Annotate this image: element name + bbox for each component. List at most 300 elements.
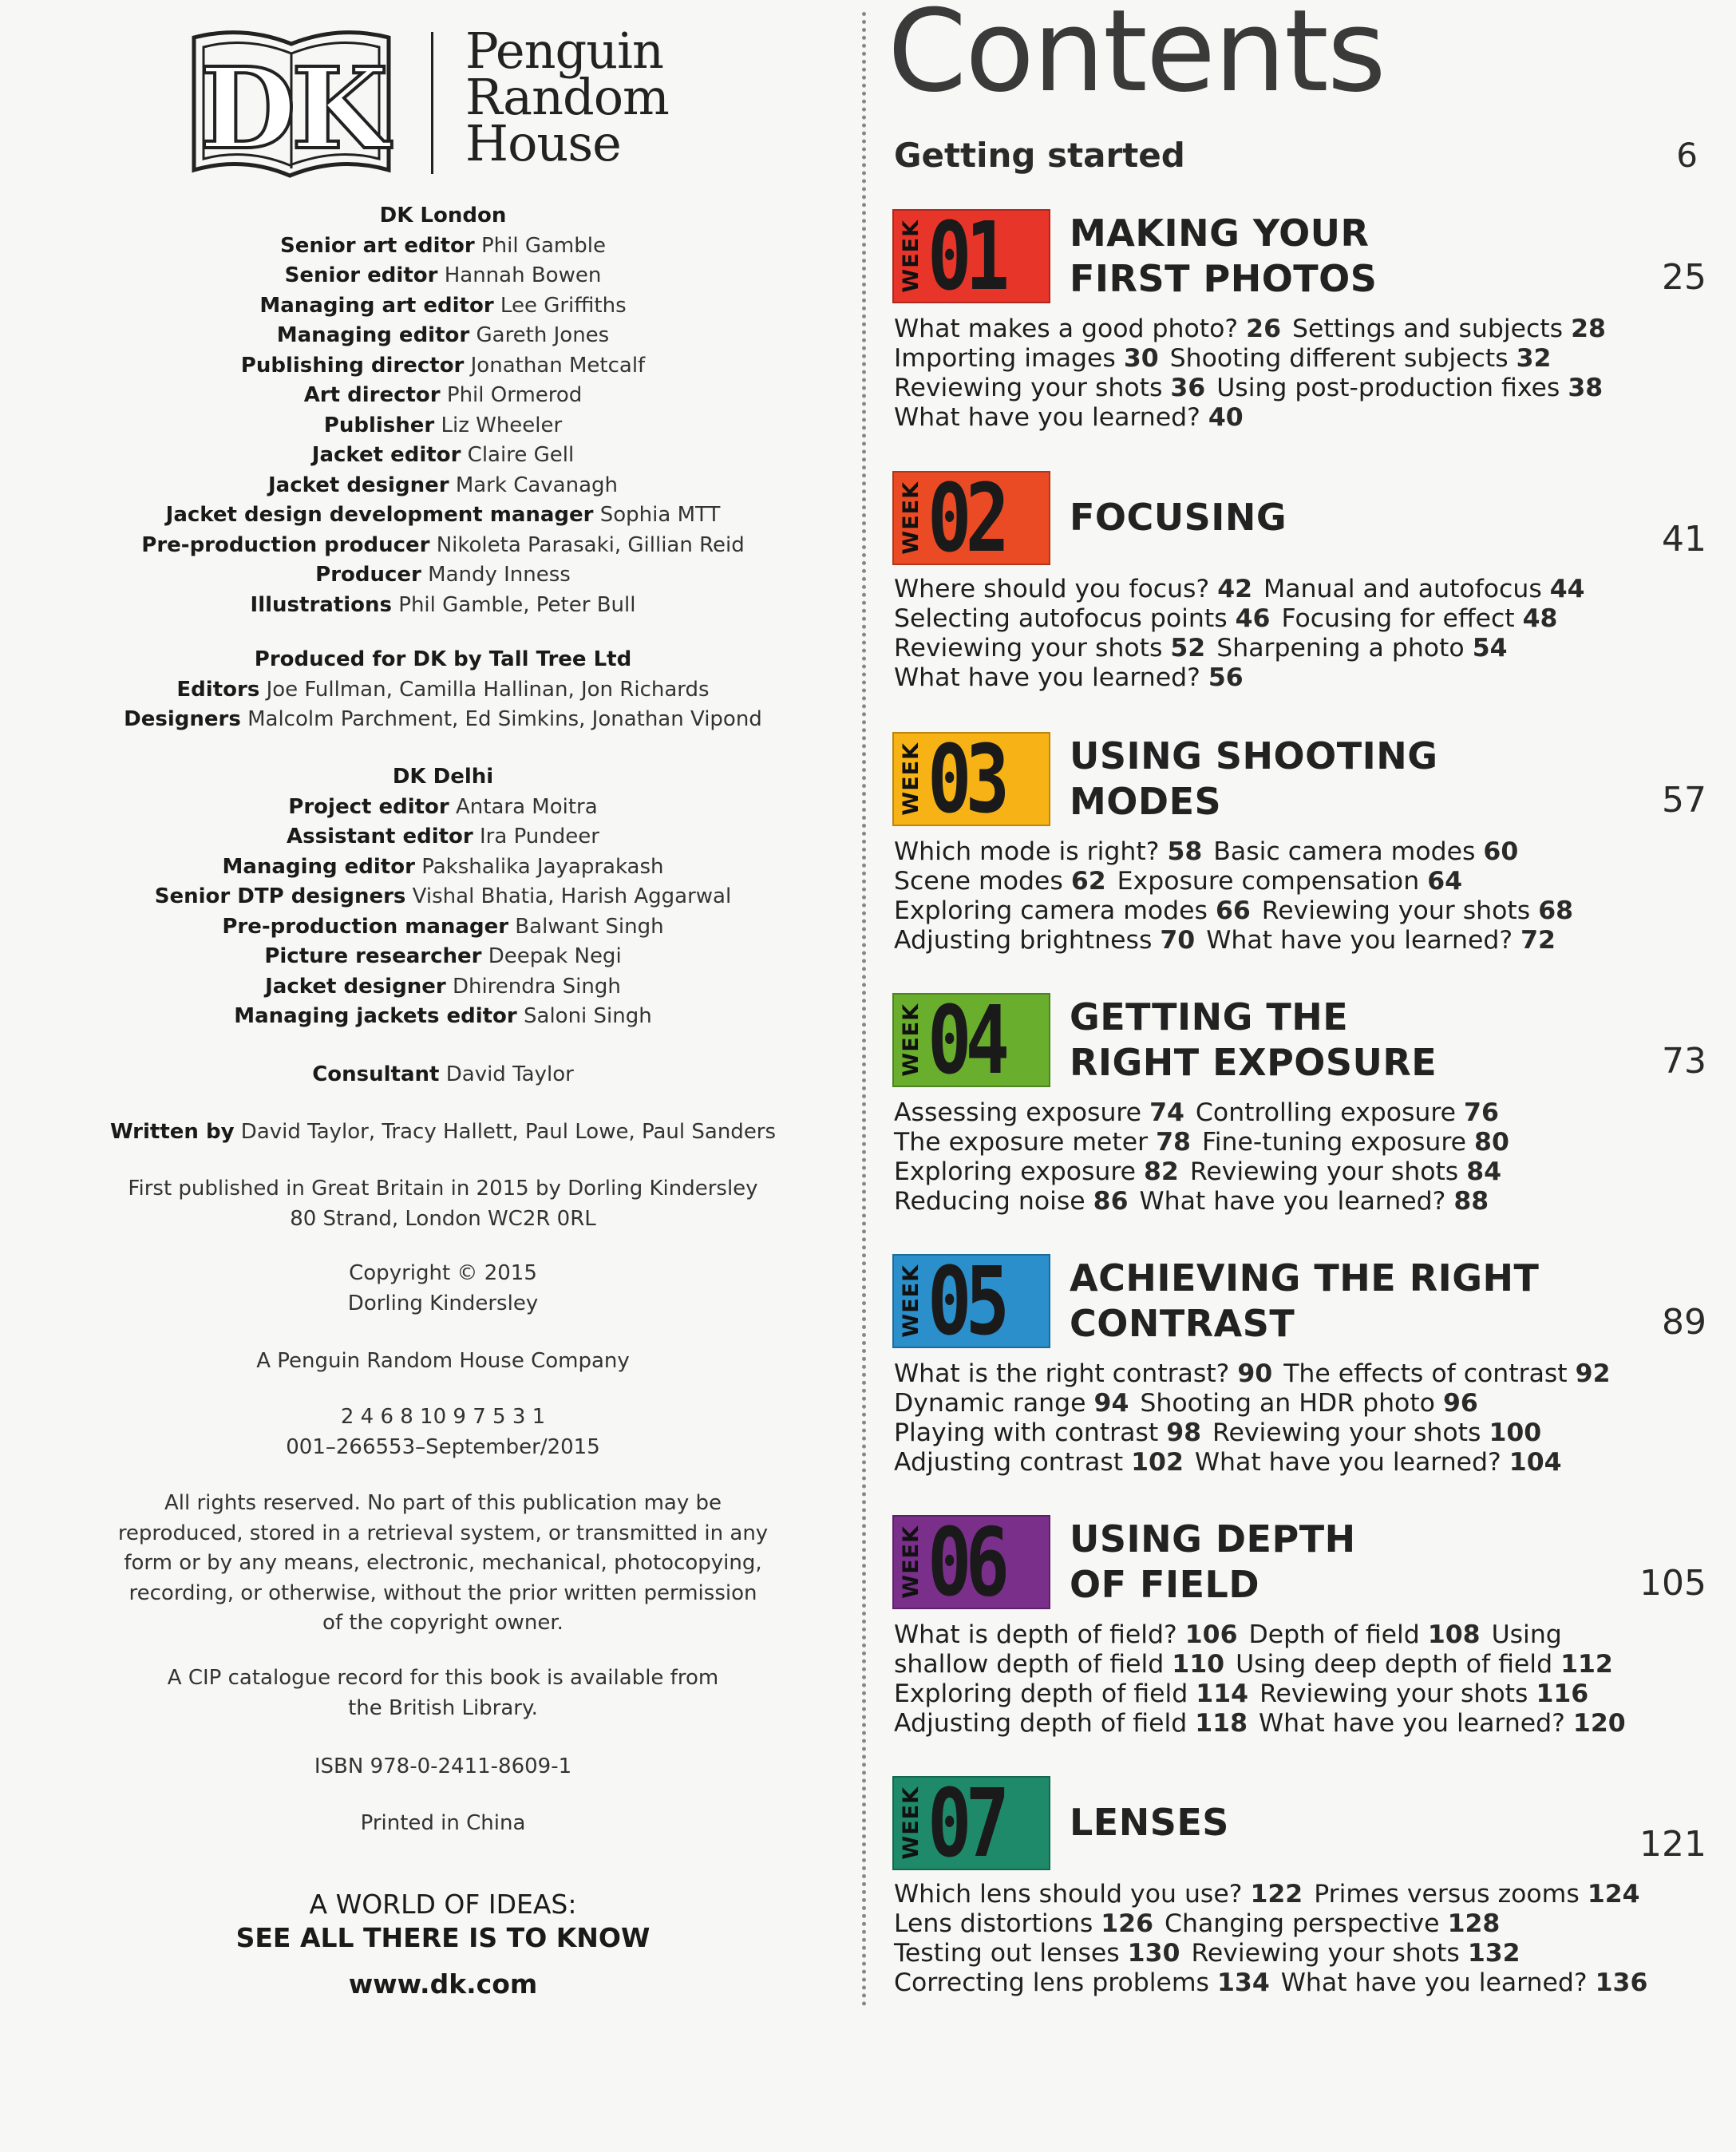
topic-title[interactable]: Adjusting depth of field [894,1709,1188,1738]
topic-title[interactable]: What have you learned? [1194,1448,1501,1477]
topic-title[interactable]: shallow depth of field [894,1650,1165,1679]
credit-role: Pre-production producer [141,532,430,557]
credit-role: Producer [315,563,421,587]
topic-title[interactable]: Playing with contrast [894,1418,1159,1447]
topic-title[interactable]: Controlling exposure [1195,1098,1457,1127]
credit-name: Ira Pundeer [480,825,599,849]
week-number: 02 [927,463,1004,573]
topic-row [894,1880,1708,1909]
topic-row [894,575,1708,604]
credit-role: Publishing director [240,353,465,378]
topic-page: 106 [1184,1620,1238,1649]
week-badge[interactable] [892,1507,1050,1617]
week-badge[interactable] [892,201,1050,311]
week-number: 07 [927,1768,1004,1878]
credit-role: Pre-production manager [222,914,509,939]
topic-page: 72 [1520,926,1556,955]
dk-book-logo [188,28,395,180]
credit-heading: DK London [379,204,507,227]
week-topics [894,575,1708,693]
week-topics [894,837,1708,955]
topic-title[interactable]: Reviewing your shots [1212,1418,1481,1447]
week-label: WEEK [899,1525,923,1599]
week-title[interactable] [1070,995,1437,1086]
credit-name: Mark Cavanagh [455,473,618,497]
week-title[interactable] [1070,495,1287,540]
topic-title[interactable]: What makes a good photo? [894,314,1239,343]
topic-page: 104 [1509,1448,1562,1477]
credit-line [64,793,822,823]
imprint-line: Copyright © 2015 [349,1261,537,1285]
topic-title[interactable]: What have you learned? [1259,1709,1565,1738]
topic-title[interactable]: Using deep depth of field [1236,1650,1553,1679]
credit-role: Assistant editor [287,825,473,849]
topic-page: 52 [1170,634,1206,663]
topic-row [894,634,1708,663]
topic-page: 54 [1472,634,1508,663]
credit-role: Managing jackets editor [234,1004,517,1028]
topic-title[interactable]: Using post-production fixes [1216,374,1560,402]
topic-title[interactable]: Changing perspective [1165,1909,1440,1938]
topic-page: 58 [1167,837,1203,866]
getting-started-entry[interactable]: Getting started [894,136,1185,175]
week-label: WEEK [899,742,923,816]
credit-name: Saloni Singh [524,1004,652,1028]
week-title[interactable] [1070,734,1437,825]
topic-title[interactable]: Adjusting brightness [894,926,1153,955]
week-section-02 [892,463,1706,710]
week-topics [894,1620,1708,1739]
topic-title[interactable]: Reviewing your shots [1191,1939,1460,1968]
credit-role: Consultant [312,1062,440,1086]
topic-title[interactable]: Exploring depth of field [894,1679,1188,1708]
week-topics [894,314,1708,433]
week-title[interactable] [1070,1517,1356,1608]
week-title[interactable] [1070,1256,1539,1347]
credit-role: Jacket designer [267,473,449,497]
dk-letters: DK [199,44,384,175]
topic-row [894,1128,1708,1157]
week-section-05 [892,1246,1706,1493]
written-by-credit [64,1118,822,1148]
topic-page: 84 [1466,1157,1502,1186]
topic-row [894,1620,1708,1650]
penguin-random-house-wordmark [465,22,669,172]
topic-title[interactable]: What is the right contrast? [894,1359,1230,1388]
topic-page: 102 [1131,1448,1184,1477]
isbn [64,1752,822,1782]
topic-title[interactable]: What have you learned? [894,663,1200,692]
topic-page: 130 [1127,1939,1180,1968]
credit-name: Liz Wheeler [441,413,563,437]
dk-delhi-credits [64,762,822,1032]
topic-page: 32 [1516,344,1552,373]
credit-role: Designers [124,707,241,731]
week-number: 03 [927,724,1004,834]
topic-title[interactable]: What is depth of field? [894,1620,1177,1649]
week-page-number: 73 [1662,1041,1706,1082]
week-page-number: 121 [1639,1824,1706,1865]
topic-title[interactable]: Exploring exposure [894,1157,1136,1186]
credit-role: Picture researcher [264,944,482,968]
week-label: WEEK [899,220,923,293]
week-section-06 [892,1507,1706,1754]
topic-page: 132 [1467,1939,1520,1968]
topic-title[interactable]: Shooting different subjects [1169,344,1509,373]
imprint-line: recording, or otherwise, without the prior written permission [129,1580,757,1605]
week-number: 01 [927,201,1004,311]
week-title-line: MODES [1070,780,1222,823]
topic-row [894,837,1708,867]
topic-row [894,344,1708,374]
topic-title[interactable]: Reviewing your shots [1189,1157,1459,1186]
credit-line [64,351,822,382]
week-title-line: MAKING YOUR [1070,212,1370,255]
topic-row [894,1939,1708,1968]
topic-row [894,1157,1708,1187]
imprint-line: 001–266553–September/2015 [286,1434,600,1459]
topic-title[interactable]: Where should you focus? [894,575,1210,603]
credit-name: Phil Gamble [480,233,606,258]
week-badge[interactable] [892,985,1050,1095]
topic-title[interactable]: What have you learned? [1139,1187,1446,1216]
imprint-line: A CIP catalogue record for this book is available from [167,1666,719,1690]
credit-role: Managing editor [276,323,470,347]
topic-title[interactable]: Selecting autofocus points [894,604,1228,633]
topic-title[interactable]: Primes versus zooms [1314,1880,1580,1909]
logo-divider [431,32,433,174]
topic-page: 116 [1536,1679,1589,1708]
page-title: Contents [888,0,1385,117]
publisher-logos [188,22,698,180]
topic-page: 90 [1237,1359,1273,1388]
topic-page: 100 [1489,1418,1542,1447]
credit-role: Managing editor [222,854,415,879]
topic-title[interactable]: Using [1491,1620,1562,1649]
topic-title[interactable]: Reviewing your shots [894,634,1163,663]
week-title-line: USING SHOOTING [1070,734,1438,777]
topic-page: 30 [1123,344,1159,373]
topic-page: 108 [1427,1620,1481,1649]
week-title-line: ACHIEVING THE RIGHT [1070,1256,1540,1300]
topic-title[interactable]: Reviewing your shots [1259,1679,1528,1708]
credit-name: Hannah Bowen [444,263,602,287]
topic-row [894,604,1708,634]
topic-title[interactable]: Exposure compensation [1117,867,1420,896]
topic-title[interactable]: Basic camera modes [1213,837,1476,866]
topic-row [894,896,1708,926]
credit-role: Managing art editor [259,293,494,318]
topic-page: 36 [1170,374,1206,402]
imprint-line: First published in Great Britain in 2015 by Dorling Kindersley [128,1177,758,1201]
imprint-line: form or by any means, electronic, mechanical, photocopying, [124,1551,762,1575]
topic-page: 134 [1216,1968,1270,1997]
topic-row [894,374,1708,403]
credit-heading: DK Delhi [392,765,494,789]
credit-role: Written by [109,1120,235,1144]
topic-title[interactable]: Scene modes [894,867,1063,896]
credit-line [64,822,822,852]
week-badge[interactable] [892,463,1050,573]
credit-line [64,261,822,291]
topic-row [894,867,1708,896]
topic-page: 126 [1101,1909,1154,1938]
prh-line: House [465,114,621,172]
week-title[interactable] [1070,1800,1229,1845]
topic-row [894,1909,1708,1939]
topic-title[interactable]: Sharpening a photo [1216,634,1465,663]
week-topics [894,1359,1708,1478]
topic-row [894,1187,1708,1216]
website-link[interactable]: www.dk.com [348,1968,538,2000]
imprint-line: the British Library. [348,1695,538,1720]
credit-role: Art director [303,383,441,407]
topic-title[interactable]: Depth of field [1248,1620,1420,1649]
credit-line [64,321,822,351]
credit-name: Gareth Jones [476,323,610,347]
week-number: 05 [927,1246,1004,1356]
credit-role: Senior editor [284,263,438,287]
credit-name: Claire Gell [467,443,575,467]
topic-row [894,663,1708,693]
topic-title[interactable]: Settings and subjects [1292,314,1564,343]
week-page-number: 41 [1662,519,1706,560]
week-label: WEEK [899,1786,923,1860]
credit-name: Antara Moitra [456,794,598,819]
imprint-line: 2 4 6 8 10 9 7 5 3 1 [340,1405,546,1429]
credit-name: Malcolm Parchment, Ed Simkins, Jonathan Vipond [247,707,762,731]
credit-name: Sophia MTT [599,503,721,527]
credit-line [64,675,822,706]
tagline-line-1: A WORLD OF IDEAS: [309,1889,577,1920]
credit-role: Senior DTP designers [154,884,406,908]
topic-title[interactable]: Dynamic range [894,1389,1086,1418]
credit-role: Jacket editor [311,443,461,467]
week-title-line: USING DEPTH [1070,1517,1356,1561]
imprint-line: reproduced, stored in a retrieval system, or transmitted in any [117,1521,769,1545]
topic-page: 38 [1568,374,1604,402]
week-title[interactable] [1070,211,1377,302]
topic-row [894,1709,1708,1739]
credit-line [64,381,822,411]
topic-title[interactable]: Exploring camera modes [894,896,1208,925]
rights-statement [64,1489,822,1639]
imprint-line: All rights reserved. No part of this publication may be [164,1491,722,1515]
week-title-line: CONTRAST [1070,1302,1295,1345]
topic-title[interactable]: Which mode is right? [894,837,1160,866]
week-badge[interactable] [892,1246,1050,1356]
topic-page: 42 [1217,575,1253,603]
topic-page: 48 [1522,604,1558,633]
prh-line: Penguin [465,22,663,80]
topic-title[interactable]: What have you learned? [1280,1968,1588,1997]
topic-row [894,1679,1708,1709]
topic-title[interactable]: Adjusting contrast [894,1448,1124,1477]
credit-line [64,972,822,1003]
credit-role: Project editor [288,794,449,819]
topic-page: 120 [1572,1709,1626,1738]
topic-title[interactable]: Testing out lenses [894,1939,1120,1968]
imprint-line: A Penguin Random House Company [256,1349,630,1373]
topic-row [894,314,1708,344]
credit-line [64,591,822,621]
company-note [64,1347,822,1377]
credit-line [64,705,822,735]
week-topics [894,1098,1708,1216]
topic-page: 82 [1144,1157,1179,1186]
topic-row [894,926,1708,955]
week-number: 06 [927,1507,1004,1617]
credit-name: Joe Fullman, Camilla Hallinan, Jon Richards [266,677,710,702]
topic-page: 112 [1560,1650,1613,1679]
topic-page: 62 [1070,867,1106,896]
week-label: WEEK [899,481,923,555]
getting-started-page: 6 [1676,136,1698,175]
topic-page: 76 [1464,1098,1499,1127]
topic-row [894,1968,1708,1998]
credit-line [64,942,822,972]
week-badge[interactable] [892,1768,1050,1878]
topic-page: 92 [1575,1359,1611,1388]
topic-page: 88 [1453,1187,1489,1216]
topic-title[interactable]: Which lens should you use? [894,1880,1243,1909]
credit-line [64,441,822,471]
credit-name: Phil Gamble, Peter Bull [398,592,636,617]
topic-title[interactable]: Focusing for effect [1281,604,1515,633]
week-section-03 [892,724,1706,971]
tall-tree-credits [64,645,822,735]
credit-name: Phil Ormerod [446,383,583,407]
topic-title[interactable]: Lens distortions [894,1909,1093,1938]
topic-page: 96 [1442,1389,1478,1418]
topic-row [894,1650,1708,1679]
topic-title[interactable]: The effects of contrast [1283,1359,1568,1388]
credit-line [64,291,822,322]
column-divider [862,12,866,2008]
week-section-01 [892,201,1706,449]
first-published-note [64,1174,822,1234]
credit-name: Balwant Singh [515,914,664,939]
topic-title[interactable]: What have you learned? [1206,926,1513,955]
topic-page: 94 [1093,1389,1129,1418]
topic-page: 46 [1235,604,1271,633]
prh-line: Random [465,68,669,126]
credit-role: Jacket designer [265,974,446,999]
cip-note [64,1663,822,1723]
credit-line [64,882,822,912]
imprint-line: 80 Strand, London WC2R 0RL [290,1206,596,1231]
topic-row [894,1389,1708,1418]
topic-row [894,403,1708,433]
topic-title[interactable]: Assessing exposure [894,1098,1142,1127]
credit-name: Vishal Bhatia, Harish Aggarwal [412,884,732,908]
isbn-line: ISBN 978-0-2411-8609-1 [314,1754,572,1778]
topic-title[interactable]: Reviewing your shots [894,374,1163,402]
credit-name: Nikoleta Parasaki, Gillian Reid [436,532,745,557]
credit-role: Senior art editor [280,233,475,258]
imprint-column [0,0,862,2152]
week-topics [894,1880,1708,1998]
topic-row [894,1098,1708,1128]
credit-line [64,560,822,591]
week-page-number: 25 [1662,257,1706,298]
credit-name: Lee Griffiths [500,293,627,318]
topic-title[interactable]: Fine-tuning exposure [1201,1128,1467,1157]
week-label: WEEK [899,1264,923,1338]
copyright-note [64,1259,822,1319]
credit-role: Jacket design development manager [165,503,594,527]
topic-title[interactable]: What have you learned? [894,403,1200,432]
credit-heading: Produced for DK by Tall Tree Ltd [254,647,632,671]
topic-page: 64 [1427,867,1463,896]
credit-name: Pakshalika Jayaprakash [421,854,664,879]
topic-page: 114 [1196,1679,1249,1708]
credit-line [64,500,822,531]
week-section-04 [892,985,1706,1232]
topic-page: 124 [1587,1880,1640,1909]
topic-page: 118 [1195,1709,1248,1738]
topic-title[interactable]: Reviewing your shots [1261,896,1531,925]
topic-page: 70 [1160,926,1196,955]
topic-row [894,1359,1708,1389]
topic-page: 78 [1156,1128,1191,1157]
topic-page: 26 [1246,314,1281,343]
topic-page: 86 [1093,1187,1129,1216]
credit-name: Mandy Inness [428,563,571,587]
topic-page: 98 [1166,1418,1202,1447]
credit-line [64,912,822,943]
topic-row [894,1418,1708,1448]
week-title-line: GETTING THE [1070,995,1349,1038]
topic-title[interactable]: Manual and autofocus [1263,575,1542,603]
credit-role: Editors [176,677,260,702]
week-badge[interactable] [892,724,1050,834]
topic-page: 28 [1571,314,1606,343]
topic-row [894,1448,1708,1478]
topic-title[interactable]: Importing images [894,344,1116,373]
imprint-line: Dorling Kindersley [347,1291,539,1315]
topic-page: 56 [1208,663,1244,692]
topic-page: 60 [1483,837,1519,866]
credit-role: Illustrations [250,592,392,617]
topic-page: 128 [1447,1909,1501,1938]
credit-line [64,531,822,561]
credit-name: Deepak Negi [488,944,622,968]
topic-title[interactable]: Correcting lens problems [894,1968,1209,1997]
imprint-line: of the copyright owner. [322,1611,564,1635]
topic-page: 44 [1549,575,1585,603]
credit-line [64,471,822,501]
credit-role: Publisher [323,413,435,437]
credit-name: David Taylor [445,1062,574,1086]
topic-page: 66 [1215,896,1251,925]
topic-page: 68 [1538,896,1574,925]
week-number: 04 [927,985,1004,1095]
week-title-line: FOCUSING [1070,496,1287,539]
credit-name: Jonathan Metcalf [470,353,646,378]
credit-name: David Taylor, Tracy Hallett, Paul Lowe, Paul Sanders [240,1120,777,1144]
week-page-number: 57 [1662,780,1706,821]
week-title-line: RIGHT EXPOSURE [1070,1041,1437,1084]
topic-title[interactable]: The exposure meter [894,1128,1149,1157]
topic-title[interactable]: Shooting an HDR photo [1140,1389,1435,1418]
credit-line [64,231,822,262]
dk-london-credits [64,201,822,620]
topic-page: 80 [1474,1128,1509,1157]
credit-line [64,852,822,883]
print-codes [64,1402,822,1462]
topic-title[interactable]: Reducing noise [894,1187,1085,1216]
